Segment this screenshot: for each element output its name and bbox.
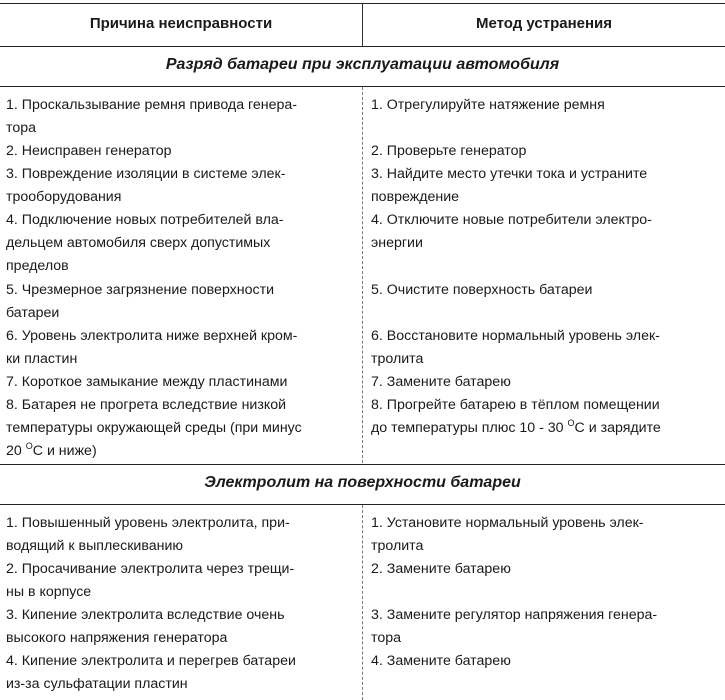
s1-row4-fix: 4. Отключите новые потребители электро- энергии: [371, 212, 652, 251]
section-title-discharge: Разряд батареи при эксплуатации автомобиля: [165, 56, 560, 73]
header-fix: Метод устранения: [475, 14, 613, 32]
s1-row1-fix: 1. Отрегулируйте натяжение ремня: [371, 97, 605, 113]
s2-row3-cause: 3. Кипение электролита вследствие очень высокого напряжения генератора: [6, 607, 285, 646]
section2-top-border: [0, 464, 725, 465]
s1-row4-cause: 4. Подключение новых потребителей вла- дельцем автомобиля сверх допустимых пределов: [6, 212, 284, 274]
s1-row5-fix: 5. Очистите поверхность батареи: [371, 282, 593, 298]
s1-row8-fix: 8. Прогрейте батарею в тёплом помещении до температуры плюс 10 - 30 $^O$С и зарядите: [371, 397, 661, 436]
s1-row7-cause: 7. Короткое замыкание между пластинами: [6, 374, 288, 390]
section2-divider: [362, 505, 363, 700]
s1-row5-cause: 5. Чрезмерное загрязнение поверхности батареи: [6, 282, 275, 321]
header-cause: Причина неисправности: [89, 14, 273, 32]
section1-divider: [362, 87, 363, 463]
s2-row3-fix: 3. Замените регулятор напряжения генера- тора: [371, 607, 658, 646]
s1-row2-fix: 2. Проверьте генератор: [371, 143, 527, 159]
s2-row1-fix: 1. Установите нормальный уровень элек- тролита: [371, 515, 644, 554]
header-divider: [362, 3, 363, 47]
s1-row6-cause: 6. Уровень электролита ниже верхней кром- ки пластин: [6, 328, 298, 367]
s2-row2-cause: 2. Просачивание электролита через трещи- ны в корпусе: [6, 561, 295, 600]
header-bottom-border: [0, 46, 725, 47]
s1-row7-fix: 7. Замените батарею: [371, 374, 511, 390]
s1-row6-fix: 6. Восстановите нормальный уровень элек- тролита: [371, 328, 660, 367]
s1-row8-cause: 8. Батарея не прогрета вследствие низкой температуры окружающей среды (при минус 20 $^O$С и ниже): [6, 397, 302, 459]
s1-row2-cause: 2. Неисправен генератор: [6, 143, 172, 159]
s1-row3-cause: 3. Повреждение изоляции в системе элек- трооборудования: [6, 166, 286, 205]
s2-row4-cause: 4. Кипение электролита и перегрев батареи из-за сульфатации пластин: [6, 653, 296, 692]
s1-row1-cause: 1. Проскальзывание ремня привода генера- тора: [6, 97, 298, 136]
s2-row4-fix: 4. Замените батарею: [371, 653, 511, 669]
s2-row1-cause: 1. Повышенный уровень электролита, при- водящий к выплескиванию: [6, 515, 290, 554]
s1-row3-fix: 3. Найдите место утечки тока и устраните повреждение: [371, 166, 648, 205]
s2-row2-fix: 2. Замените батарею: [371, 561, 511, 577]
section-title-electrolyte: Электролит на поверхности батареи: [204, 474, 521, 491]
